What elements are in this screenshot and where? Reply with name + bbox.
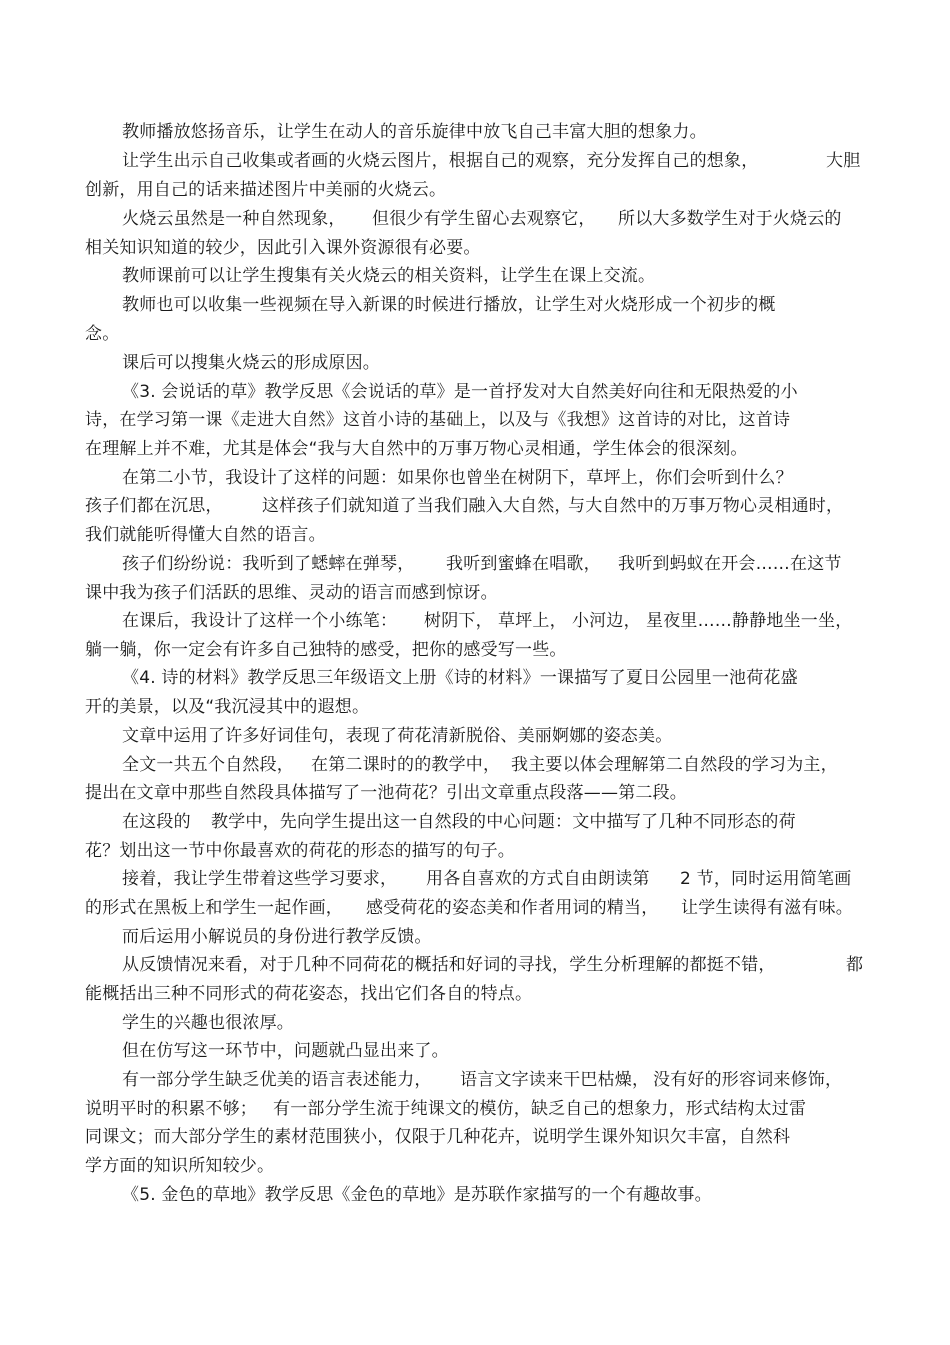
text-line: 孩子们都在沉思，	[85, 496, 223, 516]
text-line: 《4. 诗的材料》教学反思三年级语文上册《诗的材料》一课描写了夏日公园里一池荷花盛	[122, 668, 798, 688]
text-line: 在这段的	[122, 812, 191, 832]
text-line: 我听到蜜蜂在唱歌，	[446, 554, 601, 574]
text-line: 提出在文章中那些自然段具体描写了一池荷花？引出文章重点段落——第二段。	[85, 783, 687, 803]
text-line: 同课文；而大部分学生的素材范围狭小，仅限于几种花卉，说明学生课外知识欠丰富，自然科	[85, 1127, 791, 1147]
text-line: 树阴下，	[424, 611, 493, 631]
text-line: 小河边，	[572, 611, 641, 631]
text-line: 让学生读得有滋有味。	[681, 898, 853, 918]
text-line: 课后可以搜集火烧云的形成原因。	[122, 353, 380, 373]
text-line: 但很少有学生留心去观察它，	[372, 209, 596, 229]
text-line: 开的美景，以及“我沉浸其中的遐想。	[85, 697, 370, 717]
text-line: 教学中，先向学生提出这一自然段的中心问题：文中描写了几种不同形态的荷	[211, 812, 796, 832]
text-line: 学生的兴趣也很浓厚。	[122, 1013, 294, 1033]
text-line: 感受荷花的姿态美和作者用词的精当，	[366, 898, 659, 918]
text-line: 诗，在学习第一课《走进大自然》这首小诗的基础上，以及与《我想》这首诗的对比，这首诗	[85, 410, 791, 430]
text-line: 我听到蚂蚁在开会……在这节	[618, 554, 842, 574]
text-line: 用各自喜欢的方式自由朗读第	[426, 869, 650, 889]
text-line: 说明平时的积累不够；	[85, 1099, 257, 1119]
text-line: 相关知识知道的较少，因此引入课外资源很有必要。	[85, 238, 481, 258]
text-line: 《3. 会说话的草》教学反思《会说话的草》是一首抒发对大自然美好向往和无限热爱的小	[122, 382, 798, 402]
text-line: 所以大多数学生对于火烧云的	[618, 209, 842, 229]
text-line: 大胆	[826, 151, 861, 171]
text-line: 文章中运用了许多好词佳句，表现了荷花清新脱俗、美丽婀娜的姿态美。	[122, 726, 673, 746]
text-line: 与大自然中的万事万物心灵相通时，	[568, 496, 844, 516]
text-line: 的形式在黑板上和学生一起作画，	[85, 898, 343, 918]
text-line: 能概括出三种不同形式的荷花姿态，找出它们各自的特点。	[85, 984, 533, 1004]
text-line: 在第二小节，我设计了这样的问题：如果你也曾坐在树阴下，草坪上，你们会听到什么？	[122, 468, 793, 488]
text-line: 花？划出这一节中你最喜欢的荷花的形态的描写的句子。	[85, 841, 515, 861]
text-line: 让学生出示自己收集或者画的火烧云图片，根据自己的观察，充分发挥自己的想象，	[122, 151, 759, 171]
text-line: 草坪上，	[498, 611, 567, 631]
text-line: 教师播放悠扬音乐，让学生在动人的音乐旋律中放飞自己丰富大胆的想象力。	[122, 122, 707, 142]
text-line: 教师也可以收集一些视频在导入新课的时候进行播放，让学生对火烧形成一个初步的概	[122, 295, 776, 315]
text-line: 有一部分学生流于纯课文的模仿，缺乏自己的想象力，形式结构太过雷	[273, 1099, 807, 1119]
text-line: 火烧云虽然是一种自然现象，	[122, 209, 346, 229]
text-line: 孩子们纷纷说：我听到了蟋蟀在弹琴，	[122, 554, 415, 574]
text-line: 有一部分学生缺乏优美的语言表述能力，	[122, 1070, 432, 1090]
text-line: 这样孩子们就知道了当我们融入大自然，	[262, 496, 572, 516]
text-line: 在第二课时的的教学中，	[311, 755, 501, 775]
text-line: 在课后，我设计了这样一个小练笔：	[122, 611, 398, 631]
text-line: 《5. 金色的草地》教学反思《金色的草地》是苏联作家描写的一个有趣故事。	[122, 1185, 712, 1205]
text-line: 但在仿写这一环节中，问题就凸显出来了。	[122, 1041, 449, 1061]
text-line: 从反馈情况来看，对于几种不同荷花的概括和好词的寻找，学生分析理解的都挺不错，	[122, 955, 776, 975]
text-line: 创新，用自己的话来描述图片中美丽的火烧云。	[85, 180, 447, 200]
text-line: 接着，我让学生带着这些学习要求，	[122, 869, 398, 889]
text-line: 课中我为孩子们活跃的思维、灵动的语言而感到惊讶。	[85, 583, 498, 603]
text-line: 我们就能听得懂大自然的语言。	[85, 525, 326, 545]
text-line: 都	[846, 955, 864, 975]
text-line: 我主要以体会理解第二自然段的学习为主，	[511, 755, 838, 775]
text-line: 躺一躺，你一定会有许多自己独特的感受，把你的感受写一些。	[85, 640, 567, 660]
text-line: 而后运用小解说员的身份进行教学反馈。	[122, 927, 432, 947]
text-line: 星夜里……静静地坐一坐，	[646, 611, 853, 631]
text-line: 全文一共五个自然段，	[122, 755, 294, 775]
text-line: 语言文字读来干巴枯燥，	[460, 1070, 650, 1090]
text-line: 在理解上并不难，尤其是体会“我与大自然中的万事万物心灵相通，学生体会的很深刻。	[85, 439, 748, 459]
text-line: 教师课前可以让学生搜集有关火烧云的相关资料，让学生在课上交流。	[122, 266, 656, 286]
text-line: 没有好的形容词来修饰，	[653, 1070, 843, 1090]
text-line: 学方面的知识所知较少。	[85, 1156, 275, 1176]
text-line: 2 节，同时运用简笔画	[680, 869, 852, 889]
text-line: 念。	[85, 324, 120, 344]
